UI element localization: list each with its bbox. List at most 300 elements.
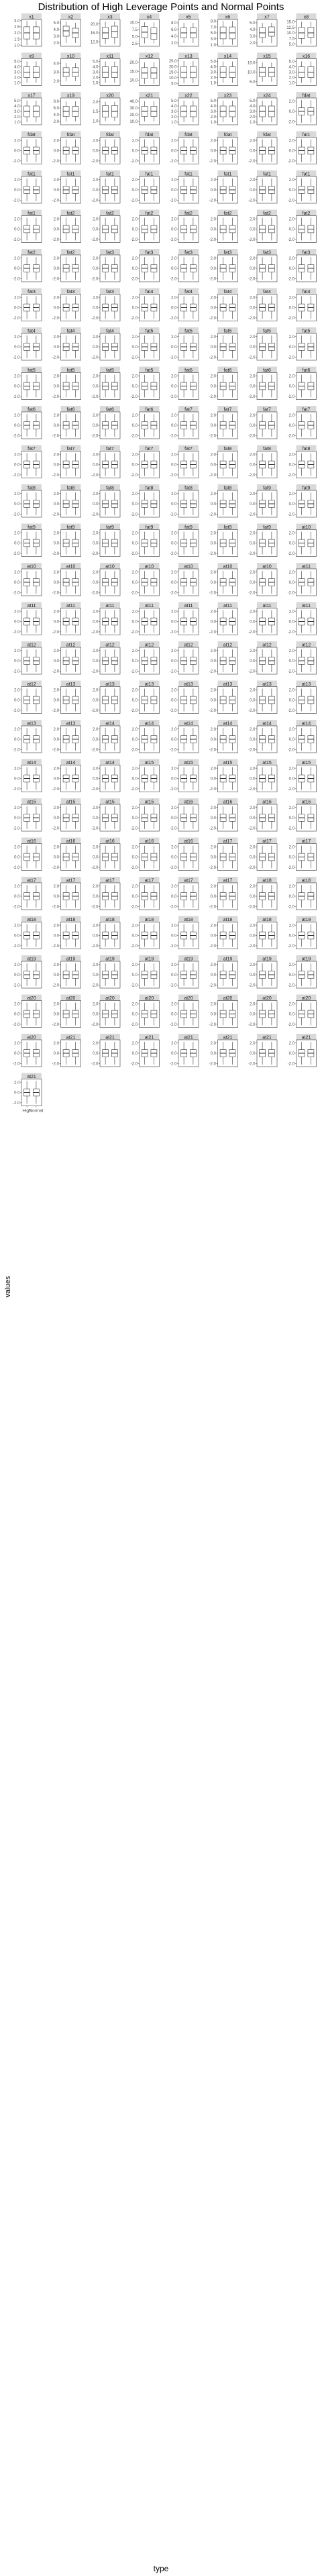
y-tick-label: -2.0 — [52, 513, 59, 517]
y-tick-label: -2.0 — [209, 866, 216, 871]
y-tick-label: 2.0 — [210, 374, 216, 379]
y-tick-label: 4.0 — [93, 65, 99, 70]
y-tick-label: -2.0 — [287, 238, 294, 243]
facet-strip-label: fat6 — [106, 407, 114, 413]
y-tick-label: 2.0 — [53, 217, 59, 222]
y-tick-label: 2.0 — [171, 335, 177, 339]
y-tick-label: 0.0 — [53, 973, 59, 978]
facet-strip-label: fat2 — [302, 211, 311, 216]
y-tick-label: 2.0 — [53, 688, 59, 693]
y-tick-label: 0.0 — [131, 777, 138, 782]
y-tick-label: 0.0 — [250, 777, 256, 782]
y-tick-label: 0.0 — [210, 306, 216, 311]
y-tick-label: 10.0 — [129, 21, 138, 25]
y-tick-label: 5.0 — [210, 32, 216, 36]
y-tick-label: 2.0 — [210, 256, 216, 261]
y-tick-label: 2.0 — [53, 120, 59, 125]
y-tick-label: 3.0 — [53, 35, 59, 40]
y-tick-label: 0.0 — [14, 659, 20, 664]
facet-strip-label: at15 — [144, 800, 154, 805]
y-tick-label: 7.5 — [288, 37, 294, 42]
y-tick-label: 0.0 — [288, 502, 294, 507]
y-tick-label: 2.0 — [53, 139, 59, 144]
y-tick-label: -2.0 — [91, 513, 99, 517]
facet-strip-label: at20 — [27, 1035, 36, 1040]
y-tick-label: -2.0 — [130, 277, 138, 282]
y-tick-label: -2.0 — [13, 317, 20, 321]
y-tick-label: -2.0 — [13, 1062, 20, 1067]
y-tick-label: 2.0 — [250, 335, 256, 339]
y-tick-label: 5.0 — [14, 60, 20, 64]
facet-strip-label: at11 — [301, 604, 311, 608]
y-tick-label: -2.0 — [13, 945, 20, 949]
y-tick-label: -2.0 — [130, 905, 138, 910]
facet-strip-label: at18 — [262, 878, 272, 883]
y-tick-label: -2.0 — [170, 160, 177, 164]
y-tick-label: -2.0 — [248, 474, 256, 478]
facet-strip-label: fat9 — [184, 525, 193, 530]
y-tick-label: 0.0 — [288, 620, 294, 625]
facet-strip-label: fat7 — [28, 447, 36, 451]
y-tick-label: -2.0 — [91, 317, 99, 321]
y-tick-label: 0.0 — [171, 816, 177, 821]
facet-strip-label: fat6 — [66, 407, 75, 413]
y-tick-label: 2.0 — [171, 413, 177, 418]
y-tick-label: 0.0 — [131, 659, 138, 664]
y-tick-label: 2.0 — [93, 688, 99, 693]
y-tick-label: -2.0 — [248, 1062, 256, 1067]
y-tick-label: -2.0 — [287, 317, 294, 321]
facet-strip-label: fdat — [184, 133, 193, 138]
y-tick-label: 0.0 — [171, 738, 177, 743]
y-tick-label: 2.0 — [250, 178, 256, 182]
y-tick-label: 0.0 — [210, 659, 216, 664]
facet-strip-label: at21 — [66, 1035, 76, 1040]
y-tick-label: 10.0 — [129, 120, 138, 125]
facet-strip-label: x10 — [66, 54, 75, 59]
facet-strip-label: fat8 — [184, 486, 193, 491]
y-tick-label: 0.0 — [250, 502, 256, 507]
y-tick-label: 2.0 — [93, 884, 99, 889]
y-tick-label: 2.0 — [14, 335, 20, 339]
y-tick-label: 2.0 — [288, 884, 294, 889]
y-tick-label: 2.0 — [131, 335, 138, 339]
y-tick-label: 0.0 — [288, 973, 294, 978]
y-tick-label: -2.0 — [52, 748, 59, 753]
y-tick-label: 2.0 — [210, 884, 216, 889]
y-tick-label: -2.0 — [52, 277, 59, 282]
y-tick-label: -2.0 — [248, 945, 256, 949]
y-tick-label: 2.0 — [171, 531, 177, 536]
y-tick-label: 0.0 — [14, 463, 20, 468]
y-tick-label: 0.0 — [210, 463, 216, 468]
y-tick-label: 0.0 — [250, 1052, 256, 1057]
facet-strip-label: fat5 — [263, 329, 271, 334]
y-tick-label: -2.0 — [13, 631, 20, 635]
facet-strip-label: at17 — [27, 878, 36, 883]
y-tick-label: -2.0 — [170, 1023, 177, 1028]
y-tick-label: 1.5 — [93, 110, 99, 115]
y-tick-label: -2.0 — [248, 631, 256, 635]
facet-strip-label: at19 — [301, 918, 311, 922]
facet-strip-label: at18 — [223, 918, 233, 922]
y-tick-label: 2.0 — [250, 374, 256, 379]
y-tick-label: 2.0 — [93, 256, 99, 261]
y-tick-label: 2.0 — [53, 335, 59, 339]
facet-strip-label: at11 — [27, 604, 36, 608]
y-tick-label: 15.0 — [286, 20, 294, 25]
y-tick-label: 0.0 — [288, 189, 294, 193]
facet-strip-label: at18 — [262, 918, 272, 922]
y-tick-label: 0.0 — [93, 463, 99, 468]
y-tick-label: -2.0 — [287, 356, 294, 360]
y-tick-label: 2.0 — [250, 492, 256, 496]
y-tick-label: 0.0 — [171, 895, 177, 900]
y-tick-label: 2.0 — [171, 767, 177, 771]
y-tick-label: 2.0 — [53, 767, 59, 771]
facet-strip-label: at18 — [105, 918, 115, 922]
facet-strip-label: fat9 — [223, 525, 232, 530]
y-tick-label: 2.0 — [14, 296, 20, 301]
y-tick-label: 0.0 — [53, 816, 59, 821]
facet-strip-label: at18 — [301, 878, 311, 883]
facet-strip-label: fdat — [28, 133, 36, 138]
y-tick-label: -2.0 — [248, 317, 256, 321]
y-tick-label: 1.0 — [14, 121, 20, 125]
y-tick-label: -2.0 — [130, 826, 138, 831]
y-tick-label: 2.0 — [53, 610, 59, 614]
y-tick-label: -2.0 — [91, 238, 99, 243]
y-tick-label: 0.0 — [53, 384, 59, 389]
y-tick-label: -2.0 — [130, 1062, 138, 1067]
facet-strip-label: at13 — [184, 682, 193, 687]
facet-strip-label: fat8 — [263, 447, 271, 451]
y-tick-label: -2.0 — [91, 356, 99, 360]
y-tick-label: 5.0 — [171, 82, 177, 87]
y-tick-label: -2.0 — [248, 434, 256, 439]
y-tick-label: -2.0 — [13, 905, 20, 910]
y-tick-label: 2.0 — [288, 610, 294, 614]
facet-strip-label: fat1 — [145, 172, 154, 177]
y-tick-label: 2.0 — [288, 139, 294, 144]
facet-strip-label: fat8 — [223, 447, 232, 451]
y-tick-label: 2.0 — [210, 296, 216, 301]
y-tick-label: -2.0 — [287, 983, 294, 988]
y-tick-label: 5.0 — [288, 42, 294, 47]
y-tick-label: -2.0 — [91, 669, 99, 674]
y-tick-label: 2.0 — [131, 767, 138, 771]
y-tick-label: -2.0 — [130, 552, 138, 557]
y-tick-label: 2.0 — [93, 767, 99, 771]
facet-strip-label: fat7 — [263, 407, 271, 413]
y-tick-label: 0.0 — [210, 698, 216, 703]
y-tick-label: 0.0 — [53, 855, 59, 860]
y-tick-label: 2.0 — [53, 1041, 59, 1046]
facet-strip-label: x24 — [263, 93, 271, 99]
y-tick-label: 5.0 — [210, 99, 216, 104]
facet-strip-label: fat8 — [145, 486, 154, 491]
y-tick-label: 25.0 — [168, 60, 177, 64]
facet-strip-label: fat7 — [66, 447, 75, 451]
y-tick-label: -2.0 — [209, 356, 216, 360]
y-tick-label: 2.0 — [210, 531, 216, 536]
y-tick-label: 2.0 — [14, 767, 20, 771]
y-tick-label: 2.0 — [171, 845, 177, 850]
y-tick-label: 2.0 — [14, 413, 20, 418]
y-tick-label: 2.0 — [131, 217, 138, 222]
y-tick-label: 2.0 — [131, 453, 138, 458]
y-tick-label: 0.0 — [93, 306, 99, 311]
y-tick-label: 2.0 — [93, 100, 99, 105]
y-tick-label: 0.0 — [131, 149, 138, 154]
y-tick-label: -2.0 — [248, 513, 256, 517]
y-tick-label: -2.0 — [91, 395, 99, 400]
y-tick-label: 0.0 — [171, 1052, 177, 1057]
facet-strip-label: at16 — [66, 839, 76, 844]
y-tick-label: -2.0 — [91, 709, 99, 714]
y-tick-label: -2.0 — [209, 474, 216, 478]
y-tick-label: 2.0 — [250, 413, 256, 418]
y-tick-label: -2.0 — [13, 552, 20, 557]
y-tick-label: 2.0 — [93, 649, 99, 653]
y-tick-label: 2.0 — [210, 453, 216, 458]
y-tick-label: -2.0 — [170, 826, 177, 831]
facet-strip-label: x23 — [223, 93, 232, 99]
facet-strip-label: at17 — [184, 878, 193, 883]
y-tick-label: 2.0 — [250, 42, 256, 46]
y-tick-label: -2.0 — [248, 709, 256, 714]
y-tick-label: 2.0 — [210, 570, 216, 575]
facet-strip-label: fat4 — [184, 290, 193, 294]
y-tick-label: -2.0 — [52, 1062, 59, 1067]
facet-strip-label: fat6 — [263, 368, 271, 373]
y-tick-label: 2.0 — [288, 845, 294, 850]
y-tick-label: 2.0 — [14, 32, 20, 36]
y-tick-label: 0.0 — [250, 738, 256, 743]
y-tick-label: 2.0 — [171, 492, 177, 496]
y-tick-label: 0.0 — [131, 816, 138, 821]
y-tick-label: 2.0 — [93, 335, 99, 339]
facet-strip-label: at12 — [144, 643, 154, 648]
facet-strip-label: fat2 — [66, 211, 75, 216]
facet-strip-label: at14 — [144, 721, 154, 727]
y-tick-label: -2.0 — [52, 866, 59, 871]
facet-strip-label: x17 — [28, 93, 36, 99]
y-tick-label: -2.0 — [130, 434, 138, 439]
y-tick-label: 0.0 — [93, 424, 99, 429]
y-tick-label: 0.0 — [210, 738, 216, 743]
y-tick-label: 2.0 — [93, 217, 99, 222]
y-tick-label: 0.0 — [93, 855, 99, 860]
y-tick-label: -2.0 — [52, 983, 59, 988]
facet-strip-label: fat9 — [28, 525, 36, 530]
y-tick-label: 0.0 — [288, 227, 294, 232]
y-tick-label: 0.0 — [14, 345, 20, 350]
y-tick-label: 2.0 — [250, 806, 256, 810]
facet-strip-label: at17 — [223, 878, 233, 883]
y-tick-label: -2.0 — [130, 669, 138, 674]
y-tick-label: 0.0 — [14, 973, 20, 978]
y-tick-label: 0.0 — [14, 267, 20, 272]
y-tick-label: -2.0 — [170, 591, 177, 596]
y-tick-label: 2.0 — [14, 884, 20, 889]
y-tick-label: 2.0 — [250, 1041, 256, 1046]
y-tick-label: 0.0 — [288, 149, 294, 154]
y-tick-label: -2.0 — [13, 709, 20, 714]
y-tick-label: 0.0 — [14, 424, 20, 429]
facet-strip-label: at16 — [301, 800, 311, 805]
y-tick-label: 2.0 — [93, 296, 99, 301]
y-tick-label: -2.0 — [287, 866, 294, 871]
y-tick-label: -2.0 — [248, 748, 256, 753]
y-tick-label: 2.0 — [14, 76, 20, 80]
y-tick-label: 1.5 — [14, 38, 20, 42]
y-tick-label: 2.0 — [288, 76, 294, 80]
y-tick-label: 0.0 — [210, 384, 216, 389]
y-tick-label: -2.0 — [13, 356, 20, 360]
y-tick-label: -2.0 — [287, 395, 294, 400]
y-tick-label: -2.0 — [248, 788, 256, 792]
y-tick-label: 2.0 — [93, 727, 99, 732]
y-tick-label: 2.0 — [250, 1002, 256, 1007]
facet-strip-label: fat2 — [184, 211, 193, 216]
y-tick-label: 0.0 — [14, 384, 20, 389]
y-tick-label: 2.0 — [131, 649, 138, 653]
y-tick-label: 2.0 — [171, 610, 177, 614]
y-tick-label: 0.0 — [53, 267, 59, 272]
y-tick-label: -2.0 — [209, 513, 216, 517]
facet-strip-label: at17 — [301, 839, 311, 844]
facet-strip-label: at13 — [66, 721, 76, 727]
y-tick-label: 0.0 — [131, 267, 138, 272]
facet-strip-label: fat3 — [66, 290, 75, 294]
y-tick-label: 2.0 — [53, 296, 59, 301]
y-tick-label: 20.0 — [129, 113, 138, 118]
y-tick-label: -2.0 — [209, 709, 216, 714]
y-tick-label: 2.0 — [171, 1041, 177, 1046]
y-tick-label: -2.0 — [248, 866, 256, 871]
y-tick-label: -2.0 — [130, 513, 138, 517]
facet-strip-label: x19 — [66, 93, 75, 99]
y-tick-label: 2.0 — [131, 374, 138, 379]
y-tick-label: 0.0 — [288, 895, 294, 900]
facet-strip-label: at17 — [105, 878, 115, 883]
y-tick-label: 0.0 — [53, 738, 59, 743]
y-tick-label: -2.0 — [248, 826, 256, 831]
y-tick-label: 4.0 — [288, 65, 294, 70]
y-tick-label: -2.0 — [52, 552, 59, 557]
facet-strip-label: at20 — [105, 996, 115, 1001]
facet-strip-label: fat4 — [223, 290, 232, 294]
y-tick-label: 2.0 — [14, 845, 20, 850]
facet-strip-label: fat4 — [66, 329, 75, 334]
facet-strip-label: at21 — [184, 1035, 193, 1040]
facet-strip-label: fat9 — [302, 486, 311, 491]
y-tick-label: -2.0 — [13, 1102, 20, 1106]
facet-strip-label: at10 — [184, 564, 193, 570]
y-tick-label: -2.0 — [248, 160, 256, 164]
y-tick-label: 2.5 — [131, 42, 138, 46]
y-tick-label: -2.0 — [13, 238, 20, 243]
y-tick-label: 2.0 — [288, 1002, 294, 1007]
y-tick-label: -2.0 — [130, 748, 138, 753]
facet-strip-label: fat1 — [302, 172, 311, 177]
y-tick-label: 2.0 — [210, 492, 216, 496]
facet-strip-label: at13 — [301, 682, 311, 687]
y-tick-label: 0.0 — [288, 777, 294, 782]
facet-strip-label: at16 — [184, 800, 193, 805]
facet-strip-label: fat7 — [302, 407, 311, 413]
y-tick-label: 0.0 — [210, 816, 216, 821]
y-tick-label: 4.0 — [210, 65, 216, 70]
y-tick-label: 0.0 — [93, 659, 99, 664]
y-tick-label: 0.0 — [171, 973, 177, 978]
y-tick-label: 2.0 — [210, 335, 216, 339]
y-tick-label: -2.0 — [91, 199, 99, 203]
y-tick-label: 0.0 — [93, 189, 99, 193]
y-tick-label: 2.0 — [53, 884, 59, 889]
y-tick-label: 2.0 — [14, 256, 20, 261]
facet-strip-label: fat5 — [223, 329, 232, 334]
y-tick-label: 2.0 — [171, 139, 177, 144]
y-tick-label: -2.0 — [130, 199, 138, 203]
y-tick-label: 0.0 — [288, 659, 294, 664]
facet-strip-label: at14 — [105, 761, 115, 765]
y-tick-label: 2.0 — [93, 845, 99, 850]
y-tick-label: 2.0 — [288, 99, 294, 104]
y-tick-label: 2.0 — [131, 610, 138, 614]
y-tick-label: 8.0 — [171, 21, 177, 26]
y-tick-label: 0.0 — [93, 1012, 99, 1017]
facet-strip-label: at17 — [262, 839, 272, 844]
facet-strip-label: fdat — [223, 133, 232, 138]
y-tick-label: 0.0 — [93, 738, 99, 743]
y-tick-label: -2.0 — [170, 669, 177, 674]
y-tick-label: 7.5 — [131, 28, 138, 32]
y-tick-label: -2.0 — [170, 709, 177, 714]
facet-strip-label: at10 — [262, 564, 272, 570]
facet-strip-label: at10 — [223, 564, 233, 570]
facet-strip-label: x22 — [184, 93, 193, 99]
y-tick-label: 2.0 — [171, 924, 177, 928]
y-tick-label: 5.0 — [93, 60, 99, 64]
y-tick-label: 2.0 — [288, 767, 294, 771]
facet-strip-label: fat2 — [106, 211, 114, 216]
y-tick-label: 4.0 — [171, 35, 177, 40]
x-tick-label: Normal — [29, 1108, 44, 1114]
y-tick-label: 0.0 — [210, 777, 216, 782]
y-tick-label: 5.0 — [53, 21, 59, 26]
y-tick-label: 0.0 — [171, 1012, 177, 1017]
y-tick-label: 5.0 — [288, 60, 294, 64]
y-tick-label: 2.0 — [250, 649, 256, 653]
facet-strip-label: fat3 — [263, 250, 271, 256]
y-tick-label: -2.0 — [170, 905, 177, 910]
y-tick-label: 1.0 — [171, 121, 177, 125]
facet-strip-label: at15 — [105, 800, 115, 805]
y-tick-label: -2.0 — [248, 905, 256, 910]
y-tick-label: 0.0 — [14, 306, 20, 311]
y-tick-label: -2.0 — [91, 591, 99, 596]
y-tick-label: 0.0 — [131, 973, 138, 978]
facet-strip-label: x7 — [264, 15, 270, 20]
facet-strip-label: fat2 — [263, 211, 271, 216]
facet-strip-label: x20 — [106, 93, 114, 99]
y-tick-label: 2.0 — [14, 727, 20, 732]
y-tick-label: -2.0 — [248, 395, 256, 400]
y-tick-label: -2.0 — [91, 983, 99, 988]
facet-strip-label: at15 — [262, 761, 272, 765]
